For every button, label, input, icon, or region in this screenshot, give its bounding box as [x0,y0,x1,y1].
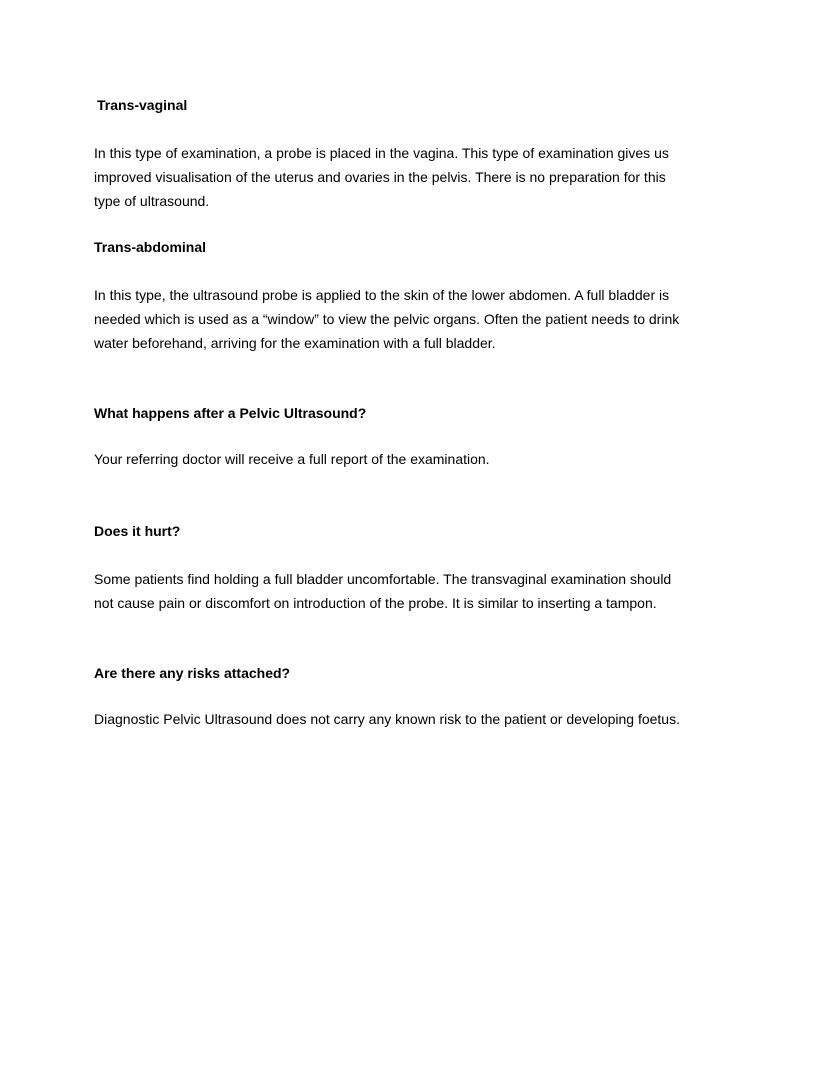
paragraph-line: Some patients find holding a full bladder uncomfortable. The transvaginal examination should [94,571,672,587]
paragraph-line: needed which is used as a “window” to view the pelvic organs. Often the patient needs to drink [94,311,680,327]
paragraph-line: Diagnostic Pelvic Ultrasound does not carry any known risk to the patient or developing foetus. [94,711,680,727]
heading-risks: Are there any risks attached? [94,665,291,681]
paragraph-line: water beforehand, arriving for the examination with a full bladder. [94,335,496,351]
paragraph-trans-vaginal [94,141,754,213]
paragraph-line: not cause pain or discomfort on introduction of the probe. It is similar to inserting a tampon. [94,595,657,611]
heading-does-it-hurt: Does it hurt? [94,523,181,539]
paragraph-line: improved visualisation of the uterus and ovaries in the pelvis. There is no preparation for this [94,169,666,185]
heading-trans-vaginal: Trans-vaginal [97,97,188,113]
paragraph-line: In this type of examination, a probe is placed in the vagina. This type of examination gives us [94,145,669,161]
paragraph-line: In this type, the ultrasound probe is applied to the skin of the lower abdomen. A full bladder is [94,287,670,303]
paragraph-trans-abdominal [94,283,754,355]
paragraph-what-happens-after [94,447,754,471]
paragraph-line: Your referring doctor will receive a full report of the examination. [94,451,490,467]
paragraph-line: type of ultrasound. [94,193,210,209]
heading-trans-abdominal: Trans-abdominal [94,239,207,255]
heading-what-happens-after: What happens after a Pelvic Ultrasound? [94,405,367,421]
paragraph-risks [94,707,754,731]
paragraph-does-it-hurt [94,567,754,615]
